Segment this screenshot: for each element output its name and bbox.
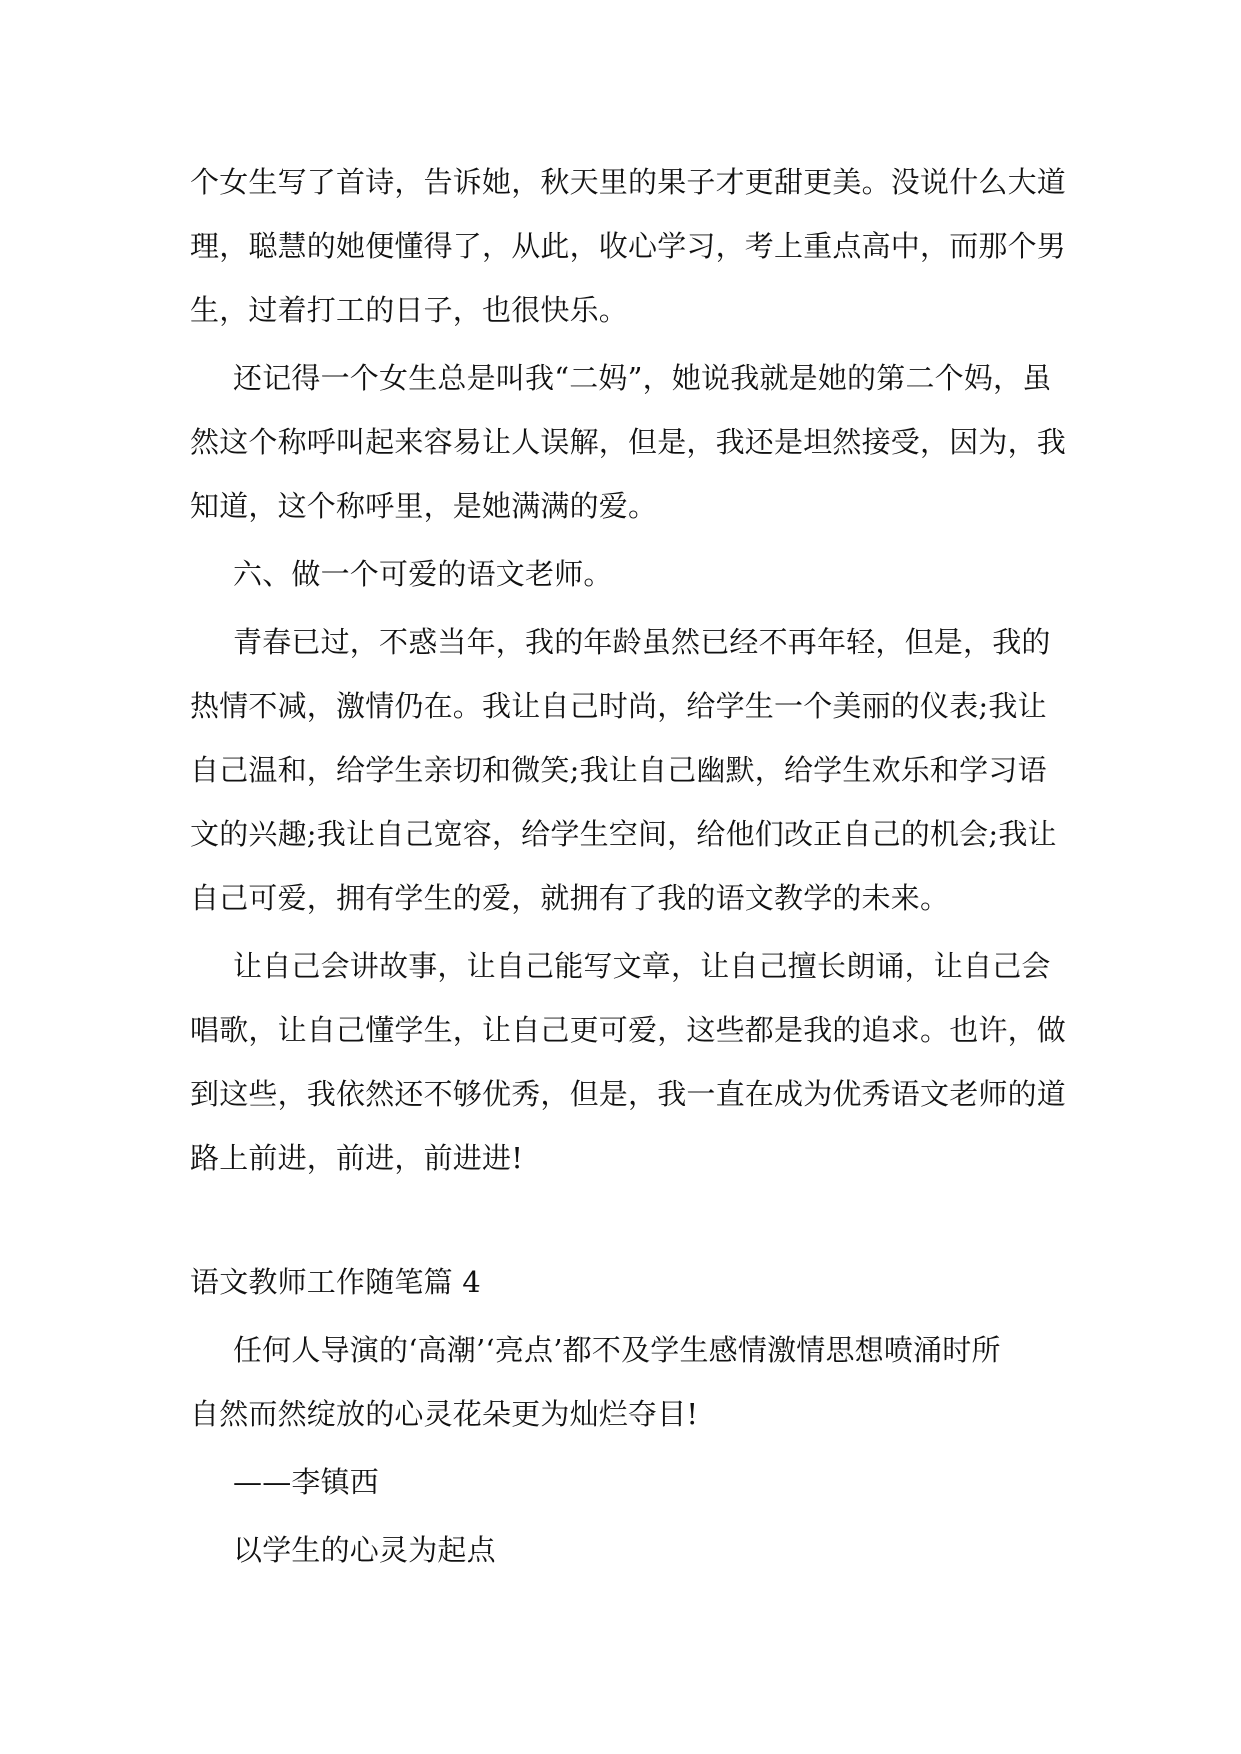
text-line: 青春已过，不惑当年，我的年龄虽然已经不再年轻，但是，我的 — [233, 625, 1051, 659]
text-line: 唱歌，让自己懂学生，让自己更可爱，这些都是我的追求。也许，做 — [190, 1013, 1067, 1047]
text-line: 理，聪慧的她便懂得了，从此，收心学习，考上重点高中，而那个男 — [190, 229, 1067, 263]
text-line: 文的兴趣;我让自己宽容，给学生空间，给他们改正自己的机会;我让 — [190, 817, 1057, 851]
text-line: 知道，这个称呼里，是她满满的爱。 — [190, 489, 658, 523]
text-line: 自己可爱，拥有学生的爱，就拥有了我的语文教学的未来。 — [190, 881, 950, 915]
subheading: 以学生的心灵为起点 — [233, 1533, 496, 1567]
text-line: 个女生写了首诗，告诉她，秋天里的果子才更甜更美。没说什么大道 — [190, 165, 1067, 199]
text-line: 让自己会讲故事，让自己能写文章，让自己擅长朗诵，让自己会 — [233, 949, 1051, 983]
text-line: 生，过着打工的日子，也很快乐。 — [190, 293, 629, 327]
text-line: 到这些，我依然还不够优秀，但是，我一直在成为优秀语文老师的道 — [190, 1077, 1067, 1111]
text-line: 还记得一个女生总是叫我“二妈”，她说我就是她的第二个妈，虽 — [233, 361, 1052, 395]
text-line: 热情不减，激情仍在。我让自己时尚，给学生一个美丽的仪表;我让 — [190, 689, 1047, 723]
section-heading: 六、做一个可爱的语文老师。 — [233, 557, 613, 591]
quote-attribution: ——李镇西 — [233, 1465, 380, 1499]
text-line: 自己温和，给学生亲切和微笑;我让自己幽默，给学生欢乐和学习语 — [190, 753, 1047, 787]
quote-line: 自然而然绽放的心灵花朵更为灿烂夺目! — [190, 1397, 699, 1431]
text-line: 路上前进，前进，前进进! — [190, 1141, 524, 1175]
text-line: 然这个称呼叫起来容易让人误解，但是，我还是坦然接受，因为，我 — [190, 425, 1067, 459]
quote-line: 任何人导演的‘高潮’‘亮点’都不及学生感情激情思想喷涌时所 — [233, 1333, 1001, 1367]
article-title: 语文教师工作随笔篇 4 — [190, 1265, 481, 1299]
